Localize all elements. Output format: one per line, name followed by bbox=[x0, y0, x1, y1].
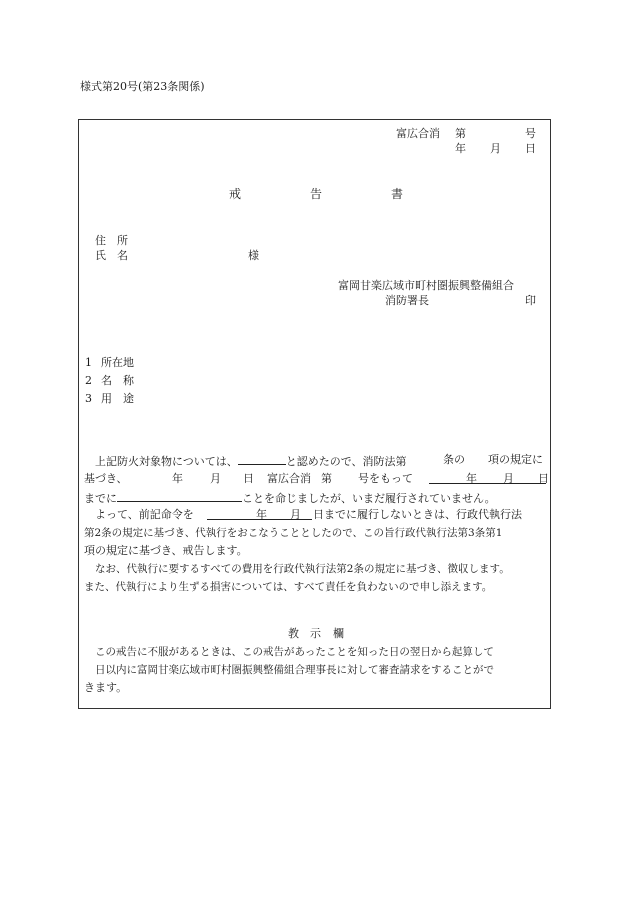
body-text: よって、前記命令を bbox=[95, 508, 194, 521]
reference-go: 号 bbox=[525, 127, 536, 140]
notice-heading-char-2: 示 bbox=[310, 627, 321, 640]
body-text: 月 bbox=[503, 472, 514, 485]
notice-text: この戒告に不服があるときは、この戒告があったことを知った日の翌日から起算して bbox=[95, 646, 494, 658]
notice-text: 日以内に富岡甘楽広域市町村圏振興整備組合理事長に対して審査請求をすることがで bbox=[95, 664, 494, 676]
body-text: 日 bbox=[538, 472, 549, 485]
fill-blank-order bbox=[117, 490, 242, 502]
notice-text: きます。 bbox=[84, 681, 128, 694]
item-number: 3 bbox=[85, 392, 92, 405]
body-text: ことを命じましたが、いまだ履行されていません。 bbox=[242, 492, 496, 505]
reference-prefix: 富広合消 bbox=[396, 127, 440, 140]
item-number: 1 bbox=[85, 356, 92, 369]
body-text: 年 bbox=[256, 508, 267, 521]
honorific: 様 bbox=[248, 249, 259, 262]
body-text: 基づき、 bbox=[84, 472, 128, 485]
body-text: 日 bbox=[243, 472, 254, 485]
item-label-location: 所在地 bbox=[101, 356, 134, 369]
body-line bbox=[84, 490, 496, 506]
address-label: 住 所 bbox=[95, 234, 128, 247]
title-char-3: 書 bbox=[391, 187, 404, 201]
body-text: 富広合消 bbox=[267, 472, 311, 485]
form-number: 様式第20号(第23条関係) bbox=[80, 80, 205, 93]
issuer-seal: 印 bbox=[525, 294, 536, 307]
document-frame bbox=[78, 119, 551, 709]
body-text: と認めたので、消防法第 bbox=[285, 455, 407, 468]
item-number: 2 bbox=[85, 374, 92, 387]
date-month: 月 bbox=[490, 142, 501, 155]
reference-dai: 第 bbox=[455, 127, 466, 140]
notice-heading-char-1: 教 bbox=[288, 627, 299, 640]
body-text: 号をもって bbox=[358, 472, 413, 485]
date-day: 日 bbox=[525, 142, 536, 155]
issuer-title: 消防署長 bbox=[385, 294, 429, 307]
body-text: 第 bbox=[321, 472, 332, 485]
body-text: 年 bbox=[466, 472, 477, 485]
body-text: 月 bbox=[210, 472, 221, 485]
body-text: 日までに履行しないときは、行政代執行法 bbox=[313, 508, 522, 521]
body-text: 上記防火対象物については、 bbox=[95, 455, 238, 468]
title-char-1: 戒 bbox=[229, 187, 242, 201]
body-line bbox=[95, 453, 407, 469]
body-text: 条の bbox=[443, 453, 465, 466]
date-year: 年 bbox=[455, 142, 466, 155]
fill-blank-reason bbox=[238, 453, 286, 465]
notice-heading-char-3: 欄 bbox=[333, 627, 344, 640]
body-text: までに bbox=[84, 492, 117, 505]
body-text: 項の規定に基づき、戒告します。 bbox=[84, 544, 248, 557]
item-label-use: 用 途 bbox=[101, 392, 134, 405]
body-text: 年 bbox=[172, 472, 183, 485]
name-label: 氏 名 bbox=[95, 249, 128, 262]
body-text: 第2条の規定に基づき、代執行をおこなうこととしたので、この旨行政代執行法第3条第1 bbox=[84, 527, 503, 539]
body-text: 月 bbox=[290, 508, 301, 521]
body-text: なお、代執行に要するすべての費用を行政代執行法第2条の規定に基づき、徴収します。 bbox=[95, 563, 510, 575]
body-text: また、代執行により生ずる損害については、すべて責任を負わないので申し添えます。 bbox=[84, 581, 493, 593]
body-text: 項の規定に bbox=[488, 453, 543, 466]
item-label-name: 名 称 bbox=[101, 374, 134, 387]
title-char-2: 告 bbox=[310, 187, 323, 201]
fill-blank-date bbox=[429, 472, 546, 484]
issuer-organization: 富岡甘楽広域市町村圏振興整備組合 bbox=[338, 279, 514, 292]
